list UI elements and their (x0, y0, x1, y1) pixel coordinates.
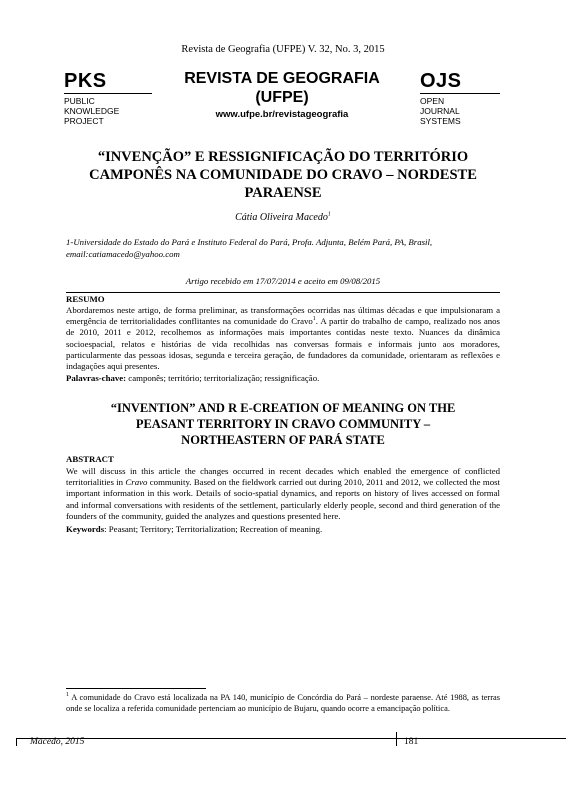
title-line: “INVENTION” AND R E-CREATION OF MEANING ON THE (110, 401, 456, 415)
pks-logo (64, 70, 152, 126)
abstract-text: We will discuss in this article the changes occurred in recent decades which enabled the emergence of conflicted territorialities in (66, 466, 500, 488)
abstract-cravo: Cravo (125, 477, 148, 488)
footnote-number: 1 (66, 692, 69, 699)
keywords-text: : Peasant; Territory; Territorialization; Recreation of meaning. (104, 524, 323, 534)
author-affiliation-marker: 1 (327, 211, 331, 218)
pks-rule (64, 93, 152, 94)
journal-url[interactable]: www.ufpe.br/revistageografia (215, 109, 349, 120)
article-title-english (66, 400, 500, 448)
keywords (66, 524, 500, 535)
title-line: PEASANT TERRITORY IN CRAVO COMMUNITY – (135, 417, 431, 431)
footnote-divider (66, 688, 206, 689)
page-number: 181 (404, 737, 419, 747)
keywords-label: Keywords (66, 524, 105, 534)
journal-name-block (164, 70, 400, 122)
footnote-text: A comunidade do Cravo está localizada na PA 140, município de Concórdia do Pará – nordeste paraense. Até 1988, as terras onde se localiza a referida comunidade pertenciam ao município de Bujaru, quando ocorre a emancipação política. (66, 693, 500, 713)
palavras-chave-label: Palavras-chave: (66, 373, 127, 383)
pks-line: PROJECT (64, 116, 104, 126)
resumo-text: . A partir do trabalho de campo, realizado nos anos de 2010, 2011 e 2012, recolhemos as informações mais importantes contidas neste texto. Nuances da dinâmica socioespacial, relatos e histórias de vida recolhidas nas conversas formais e informais junto aos moradores, particularmente das pessoas idosas, segunda e terceira geração, de fundadores da comunidade, orientaram as reflexões e indagações aqui presentes. (66, 316, 500, 372)
footnote (66, 692, 500, 714)
resumo-paragraph (66, 305, 500, 372)
palavras-chave-text: camponês; território; territorialização; ressignificação. (126, 373, 320, 383)
pks-line: PUBLIC (64, 96, 95, 106)
footer-rule (16, 738, 566, 739)
pks-acronym: PKS (64, 70, 107, 92)
title-line: NORTHEASTERN OF PARÁ STATE (181, 433, 385, 447)
footer-rule-tick (16, 738, 17, 746)
ojs-line: SYSTEMS (420, 116, 461, 126)
abstract-heading: ABSTRACT (66, 454, 114, 464)
abstract-paragraph (66, 466, 500, 522)
journal-subtitle: (UFPE) (255, 89, 309, 106)
ojs-rule (420, 93, 500, 94)
ojs-line: JOURNAL (420, 106, 460, 116)
footer-author-year: Macedo, 2015 (30, 737, 85, 747)
section-divider (66, 292, 500, 293)
resumo-heading: RESUMO (66, 294, 105, 304)
article-title-portuguese (60, 148, 506, 202)
resumo-text: Abordaremos neste artigo, de forma preliminar, as transformações ocorridas nas últimas décadas e que impulsionaram a emergência de territorialidades conflitantes na comunidade do Cravo (66, 305, 500, 327)
pks-line: KNOWLEDGE (64, 106, 120, 116)
footer-rule-tick (396, 732, 397, 746)
title-line: PARAENSE (244, 185, 322, 201)
ojs-line: OPEN (420, 96, 445, 106)
journal-citation-line: Revista de Geografia (UFPE) V. 32, No. 3, 2015 (181, 44, 385, 55)
palavras-chave (66, 373, 500, 384)
author-name-text: Cátia Oliveira Macedo (235, 212, 328, 223)
author-affiliation: 1-Universidade do Estado do Pará e Instituto Federal do Pará, Profa. Adjunta, Belém Pará, PA, Brasil, email:catiamacedo@yahoo.com (66, 237, 433, 259)
journal-title: REVISTA DE GEOGRAFIA (184, 70, 380, 87)
title-line: “INVENÇÃO” E RESSIGNIFICAÇÃO DO TERRITÓRIO (97, 149, 469, 165)
footnote-marker[interactable]: 1 (312, 316, 316, 323)
author-name (0, 212, 566, 223)
ojs-logo (420, 70, 500, 126)
received-accepted-dates: Artigo recebido em 17/07/2014 e aceito em 09/08/2015 (185, 276, 381, 286)
abstract-text: community. Based on the fieldwork carried out during 2010, 2011 and 2012, we collected the most important information in this work. Details of socio-spatial dynamics, and reports on history of lives accessed on formal and informal conversations with residents of the settlement, particularly elderly people, second and third generation of the founders of the community, guided the analyzes and questions presented here. (66, 477, 500, 521)
journal-masthead (64, 70, 500, 132)
title-line: CAMPONÊS NA COMUNIDADE DO CRAVO – NORDESTE (89, 167, 477, 183)
ojs-acronym: OJS (420, 70, 462, 92)
